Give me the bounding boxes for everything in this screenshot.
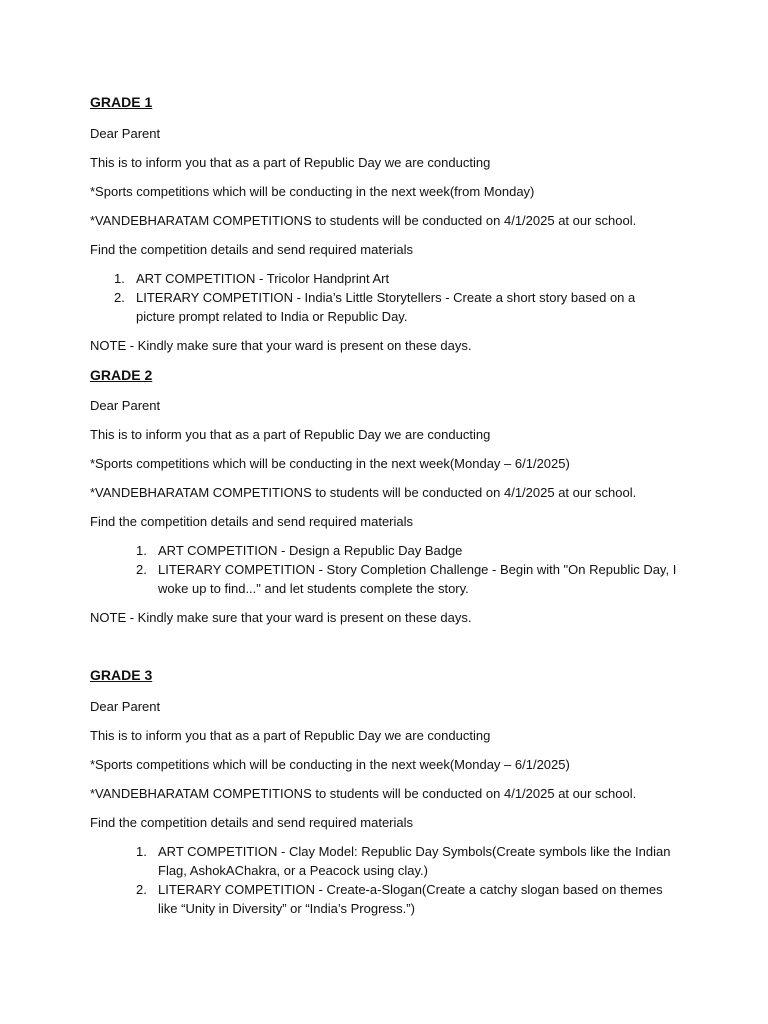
grade-2-sports-line: *Sports competitions which will be conducting in the next week(Monday – 6/1/2025)	[90, 456, 570, 471]
grade-1-intro: This is to inform you that as a part of Republic Day we are conducting	[90, 155, 491, 170]
list-item-text: ART COMPETITION - Design a Republic Day Badge	[158, 543, 463, 558]
grade-3-vandebharatam-line: *VANDEBHARATAM COMPETITIONS to students will be conducted on 4/1/2025 at our school.	[90, 786, 637, 801]
grade-1-vandebharatam-line: *VANDEBHARATAM COMPETITIONS to students will be conducted on 4/1/2025 at our school.	[90, 213, 637, 228]
grade-3-sports-line: *Sports competitions which will be conducting in the next week(Monday – 6/1/2025)	[90, 757, 570, 772]
grade-1-greeting: Dear Parent	[90, 126, 161, 141]
list-item-text: LITERARY COMPETITION - Story Completion Challenge - Begin with "On Republic Day, I woke up to find..." and let students complete the story.	[158, 562, 677, 596]
grade-1-note: NOTE - Kindly make sure that your ward is present on these days.	[90, 338, 472, 353]
list-item-text: LITERARY COMPETITION - India’s Little Storytellers - Create a short story based on a picture prompt related to India or Republic Day.	[136, 290, 636, 324]
grade-2-competition-list	[136, 541, 680, 598]
list-item-number: 1.	[136, 844, 147, 859]
grade-3-heading: GRADE 3	[90, 667, 153, 683]
list-item-number: 2.	[136, 562, 147, 577]
grade-3-intro: This is to inform you that as a part of Republic Day we are conducting	[90, 728, 491, 743]
list-item	[136, 541, 680, 560]
list-item-number: 2.	[136, 882, 147, 897]
list-item	[136, 880, 680, 918]
grade-2-greeting: Dear Parent	[90, 398, 161, 413]
grade-3-find-details: Find the competition details and send required materials	[90, 815, 414, 830]
grade-2-note: NOTE - Kindly make sure that your ward is present on these days.	[90, 610, 472, 625]
list-item	[114, 288, 656, 326]
grade-2-vandebharatam-line: *VANDEBHARATAM COMPETITIONS to students will be conducted on 4/1/2025 at our school.	[90, 485, 637, 500]
grade-1-find-details: Find the competition details and send required materials	[90, 242, 414, 257]
grade-1-heading: GRADE 1	[90, 94, 153, 110]
list-item-text: ART COMPETITION - Tricolor Handprint Art	[136, 271, 390, 286]
grade-2-intro: This is to inform you that as a part of Republic Day we are conducting	[90, 427, 491, 442]
list-item-number: 2.	[114, 290, 125, 305]
list-item	[114, 269, 656, 288]
list-item	[136, 842, 680, 880]
grade-1-competition-list	[114, 269, 656, 326]
grade-3-greeting: Dear Parent	[90, 699, 161, 714]
grade-2-heading: GRADE 2	[90, 367, 153, 383]
list-item-number: 1.	[136, 543, 147, 558]
list-item-text: LITERARY COMPETITION - Create-a-Slogan(Create a catchy slogan based on themes like “Unity in Diversity” or “India’s Progress.”)	[158, 882, 663, 916]
list-item	[136, 560, 680, 598]
list-item-number: 1.	[114, 271, 125, 286]
grade-1-sports-line: *Sports competitions which will be conducting in the next week(from Monday)	[90, 184, 535, 199]
list-item-text: ART COMPETITION - Clay Model: Republic Day Symbols(Create symbols like the Indian Flag, AshokAChakra, or a Peacock using clay.)	[158, 844, 671, 878]
grade-2-find-details: Find the competition details and send required materials	[90, 514, 414, 529]
grade-3-competition-list	[136, 842, 680, 918]
